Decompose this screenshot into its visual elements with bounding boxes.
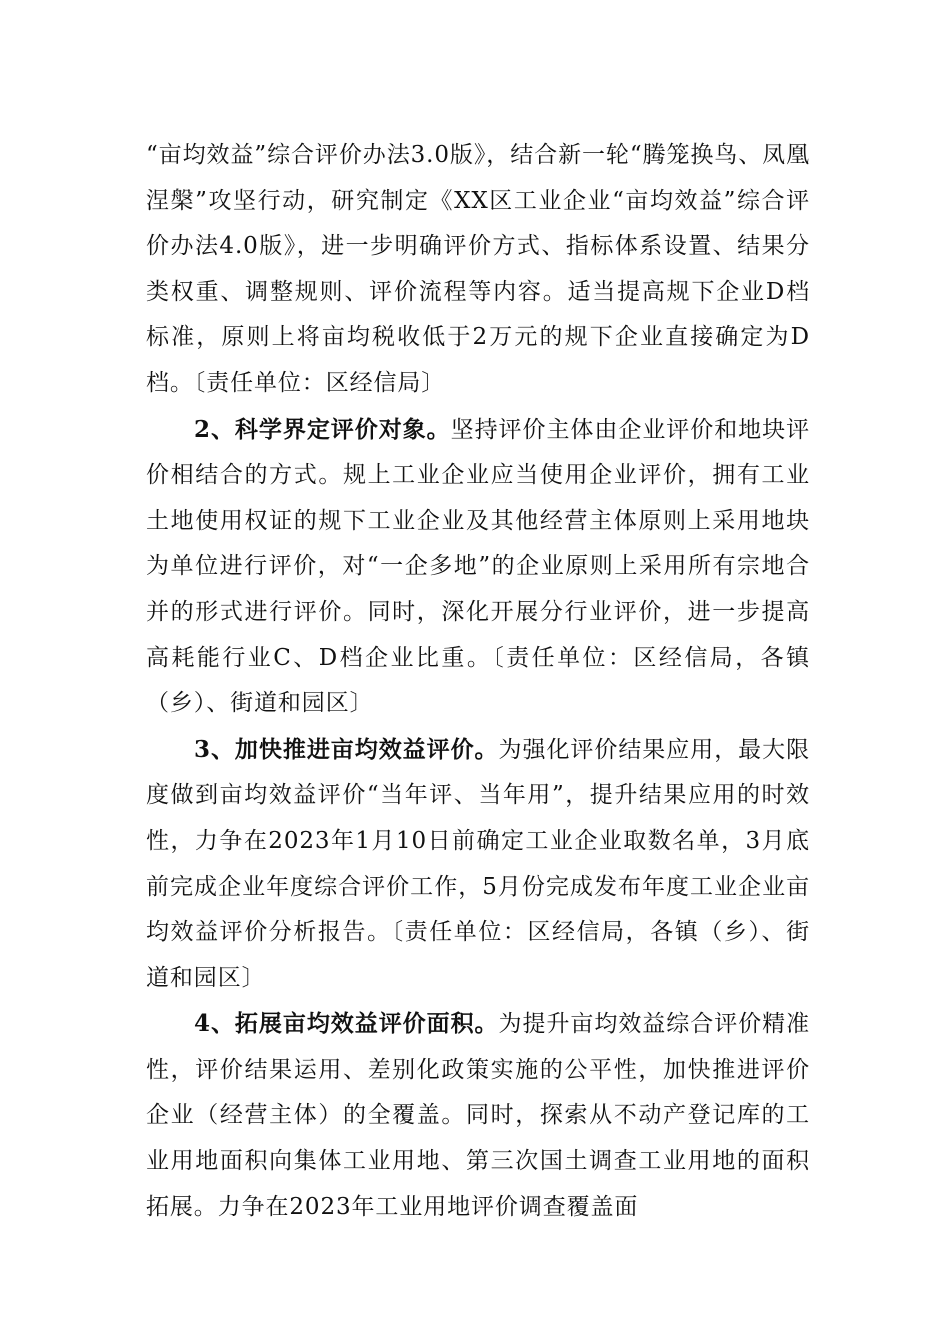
paragraph-3 <box>146 727 810 1002</box>
paragraph-3-lead: 3、加快推进亩均效益评价。 <box>194 735 499 763</box>
paragraph-1-text: “亩均效益”综合评价办法3.0版》，结合新一轮“腾笼换鸟、凤凰涅槃”攻坚行动，研究制定《XX区工业企业“亩均效益”综合评价办法4.0版》，进一步明确评价方式、指标体系设置、结果分类权重、调整规则、评价流程等内容。适当提高规下企业D档标准，原则上将亩均税收低于2万元的规下企业直接确定为D档。〔责任单位：区经信局〕 <box>146 142 810 396</box>
paragraph-3-text: 为强化评价结果应用，最大限度做到亩均效益评价“当年评、当年用”，提升结果应用的时效性，力争在2023年1月10日前确定工业企业取数名单，3月底前完成企业年度综合评价工作，5月份完成发布年度工业企业亩均效益评价分析报告。〔责任单位：区经信局，各镇（乡）、街道和园区〕 <box>146 736 810 991</box>
paragraph-4-lead: 4、拓展亩均效益评价面积。 <box>194 1010 499 1038</box>
paragraph-4-text: 为提升亩均效益综合评价精准性，评价结果运用、差别化政策实施的公平性，加快推进评价企业（经营主体）的全覆盖。同时，探索从不动产登记库的工业用地面积向集体工业用地、第三次国土调查工业用地的面积拓展。力争在2023年工业用地评价调查覆盖面 <box>146 1011 810 1220</box>
paragraph-4 <box>146 1001 810 1230</box>
paragraph-2-text: 坚持评价主体由企业评价和地块评价相结合的方式。规上工业企业应当使用企业评价，拥有工业土地使用权证的规下工业企业及其他经营主体原则上采用地块为单位进行评价，对“一企多地”的企业原则上采用所有宗地合并的形式进行评价。同时，深化开展分行业评价，进一步提高高耗能行业C、D档企业比重。〔责任单位：区经信局，各镇（乡）、街道和园区〕 <box>146 416 811 717</box>
paragraph-2-lead: 2、科学界定评价对象。 <box>194 415 451 443</box>
paragraph-2 <box>146 407 810 727</box>
paragraph-1 <box>146 132 810 407</box>
document-body <box>146 132 810 1230</box>
